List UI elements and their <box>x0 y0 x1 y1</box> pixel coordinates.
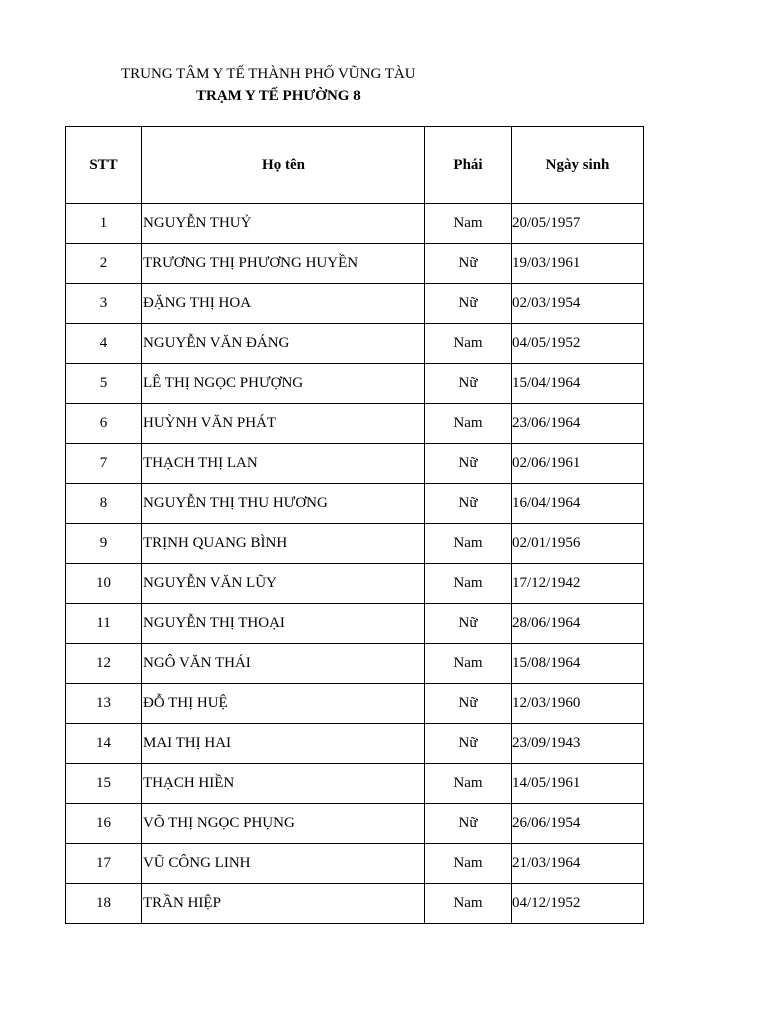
table-row <box>66 204 644 244</box>
column-header-stt: STT <box>66 127 142 204</box>
cell-dob: 02/06/1961 <box>512 444 644 484</box>
table-row <box>66 724 644 764</box>
table-row <box>66 564 644 604</box>
cell-stt: 18 <box>66 884 142 924</box>
cell-name: NGUYỄN VĂN ĐÁNG <box>142 324 425 364</box>
table-row <box>66 284 644 324</box>
cell-name: NGUYỄN THỊ THU HƯƠNG <box>142 484 425 524</box>
cell-stt: 11 <box>66 604 142 644</box>
cell-dob: 23/06/1964 <box>512 404 644 444</box>
table-row <box>66 524 644 564</box>
cell-stt: 3 <box>66 284 142 324</box>
cell-dob: 04/12/1952 <box>512 884 644 924</box>
cell-name: NGUYỄN VĂN LŨY <box>142 564 425 604</box>
cell-sex: Nữ <box>425 484 512 524</box>
cell-stt: 5 <box>66 364 142 404</box>
cell-name: ĐỖ THỊ HUỆ <box>142 684 425 724</box>
cell-sex: Nữ <box>425 804 512 844</box>
cell-sex: Nam <box>425 644 512 684</box>
cell-stt: 17 <box>66 844 142 884</box>
cell-dob: 15/08/1964 <box>512 644 644 684</box>
cell-sex: Nam <box>425 884 512 924</box>
cell-stt: 14 <box>66 724 142 764</box>
table-row <box>66 884 644 924</box>
cell-sex: Nam <box>425 564 512 604</box>
cell-stt: 1 <box>66 204 142 244</box>
cell-stt: 2 <box>66 244 142 284</box>
cell-name: ĐẶNG THỊ HOA <box>142 284 425 324</box>
cell-name: VÕ THỊ NGỌC PHỤNG <box>142 804 425 844</box>
cell-sex: Nam <box>425 324 512 364</box>
table-row <box>66 484 644 524</box>
cell-dob: 26/06/1954 <box>512 804 644 844</box>
cell-sex: Nam <box>425 844 512 884</box>
cell-dob: 21/03/1964 <box>512 844 644 884</box>
table-row <box>66 444 644 484</box>
staff-table <box>65 126 644 924</box>
cell-dob: 02/03/1954 <box>512 284 644 324</box>
cell-dob: 19/03/1961 <box>512 244 644 284</box>
cell-name: THẠCH HIỀN <box>142 764 425 804</box>
table-row <box>66 644 644 684</box>
cell-sex: Nam <box>425 404 512 444</box>
cell-stt: 10 <box>66 564 142 604</box>
cell-stt: 4 <box>66 324 142 364</box>
cell-stt: 9 <box>66 524 142 564</box>
cell-sex: Nữ <box>425 444 512 484</box>
cell-name: TRƯƠNG THỊ PHƯƠNG HUYỀN <box>142 244 425 284</box>
table-row <box>66 804 644 844</box>
cell-stt: 12 <box>66 644 142 684</box>
table-row <box>66 684 644 724</box>
table-row <box>66 404 644 444</box>
cell-stt: 15 <box>66 764 142 804</box>
table-row <box>66 324 644 364</box>
cell-sex: Nam <box>425 764 512 804</box>
cell-stt: 6 <box>66 404 142 444</box>
table-row <box>66 244 644 284</box>
cell-name: TRẦN HIỆP <box>142 884 425 924</box>
cell-sex: Nữ <box>425 364 512 404</box>
cell-stt: 7 <box>66 444 142 484</box>
cell-name: THẠCH THỊ LAN <box>142 444 425 484</box>
cell-sex: Nữ <box>425 724 512 764</box>
cell-name: NGUYỄN THUỶ <box>142 204 425 244</box>
cell-dob: 12/03/1960 <box>512 684 644 724</box>
cell-sex: Nam <box>425 524 512 564</box>
table-header-row <box>66 127 644 204</box>
cell-dob: 28/06/1964 <box>512 604 644 644</box>
table-row <box>66 604 644 644</box>
cell-name: LÊ THỊ NGỌC PHƯỢNG <box>142 364 425 404</box>
column-header-sex: Phái <box>425 127 512 204</box>
cell-dob: 15/04/1964 <box>512 364 644 404</box>
table-row <box>66 764 644 804</box>
cell-name: MAI THỊ HAI <box>142 724 425 764</box>
cell-stt: 8 <box>66 484 142 524</box>
cell-dob: 16/04/1964 <box>512 484 644 524</box>
cell-stt: 13 <box>66 684 142 724</box>
cell-sex: Nữ <box>425 604 512 644</box>
organization-name: TRUNG TÂM Y TẾ THÀNH PHỐ VŨNG TÀU <box>121 66 416 82</box>
column-header-dob: Ngày sinh <box>512 127 644 204</box>
cell-dob: 20/05/1957 <box>512 204 644 244</box>
cell-sex: Nữ <box>425 284 512 324</box>
cell-dob: 02/01/1956 <box>512 524 644 564</box>
cell-name: VŨ CÔNG LINH <box>142 844 425 884</box>
cell-sex: Nam <box>425 204 512 244</box>
cell-dob: 04/05/1952 <box>512 324 644 364</box>
cell-name: HUỲNH VĂN PHÁT <box>142 404 425 444</box>
cell-name: NGUYỄN THỊ THOẠI <box>142 604 425 644</box>
cell-dob: 23/09/1943 <box>512 724 644 764</box>
cell-sex: Nữ <box>425 244 512 284</box>
table-row <box>66 844 644 884</box>
station-name: TRẠM Y TẾ PHƯỜNG 8 <box>196 88 361 104</box>
table-body <box>66 204 644 924</box>
cell-sex: Nữ <box>425 684 512 724</box>
cell-name: TRỊNH QUANG BÌNH <box>142 524 425 564</box>
column-header-name: Họ tên <box>142 127 425 204</box>
cell-stt: 16 <box>66 804 142 844</box>
cell-dob: 14/05/1961 <box>512 764 644 804</box>
table-row <box>66 364 644 404</box>
cell-dob: 17/12/1942 <box>512 564 644 604</box>
cell-name: NGÔ VĂN THÁI <box>142 644 425 684</box>
